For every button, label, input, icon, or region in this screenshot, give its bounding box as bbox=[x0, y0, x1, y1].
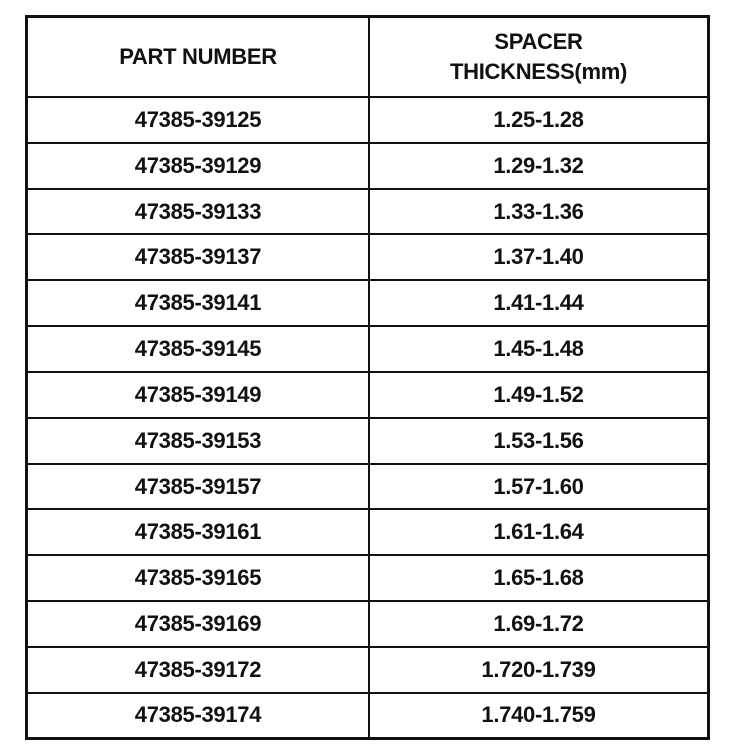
thickness-cell: 1.25-1.28 bbox=[369, 97, 707, 143]
thickness-cell: 1.720-1.739 bbox=[369, 647, 707, 693]
part-number-cell: 47385-39169 bbox=[28, 601, 369, 647]
header-spacer-line1: SPACER bbox=[494, 29, 583, 54]
part-number-cell: 47385-39165 bbox=[28, 555, 369, 601]
part-number-cell: 47385-39129 bbox=[28, 143, 369, 189]
thickness-cell: 1.57-1.60 bbox=[369, 464, 707, 510]
part-number-cell: 47385-39172 bbox=[28, 647, 369, 693]
part-number-cell: 47385-39161 bbox=[28, 509, 369, 555]
table-row bbox=[28, 189, 707, 235]
table-row bbox=[28, 555, 707, 601]
thickness-cell: 1.37-1.40 bbox=[369, 234, 707, 280]
thickness-cell: 1.33-1.36 bbox=[369, 189, 707, 235]
header-row bbox=[28, 18, 707, 97]
part-number-cell: 47385-39137 bbox=[28, 234, 369, 280]
table-row bbox=[28, 693, 707, 737]
thickness-cell: 1.49-1.52 bbox=[369, 372, 707, 418]
part-number-cell: 47385-39157 bbox=[28, 464, 369, 510]
thickness-cell: 1.29-1.32 bbox=[369, 143, 707, 189]
part-number-cell: 47385-39149 bbox=[28, 372, 369, 418]
table-row bbox=[28, 464, 707, 510]
thickness-cell: 1.41-1.44 bbox=[369, 280, 707, 326]
thickness-cell: 1.53-1.56 bbox=[369, 418, 707, 464]
table-row bbox=[28, 97, 707, 143]
table-row bbox=[28, 509, 707, 555]
header-spacer-thickness bbox=[369, 18, 707, 97]
thickness-cell: 1.61-1.64 bbox=[369, 509, 707, 555]
table-row bbox=[28, 280, 707, 326]
part-number-cell: 47385-39153 bbox=[28, 418, 369, 464]
part-number-cell: 47385-39174 bbox=[28, 693, 369, 737]
table-row bbox=[28, 647, 707, 693]
part-number-cell: 47385-39141 bbox=[28, 280, 369, 326]
table-row bbox=[28, 234, 707, 280]
table-row bbox=[28, 326, 707, 372]
header-part-number: PART NUMBER bbox=[28, 18, 369, 97]
thickness-cell: 1.65-1.68 bbox=[369, 555, 707, 601]
header-spacer-line2: THICKNESS(mm) bbox=[450, 59, 627, 84]
spacer-thickness-table bbox=[28, 18, 707, 737]
thickness-cell: 1.45-1.48 bbox=[369, 326, 707, 372]
part-number-cell: 47385-39133 bbox=[28, 189, 369, 235]
part-number-cell: 47385-39145 bbox=[28, 326, 369, 372]
part-number-cell: 47385-39125 bbox=[28, 97, 369, 143]
table-row bbox=[28, 418, 707, 464]
thickness-cell: 1.740-1.759 bbox=[369, 693, 707, 737]
table-row bbox=[28, 601, 707, 647]
table-row bbox=[28, 372, 707, 418]
thickness-cell: 1.69-1.72 bbox=[369, 601, 707, 647]
spacer-table-frame bbox=[25, 15, 710, 740]
table-body bbox=[28, 97, 707, 737]
table-row bbox=[28, 143, 707, 189]
